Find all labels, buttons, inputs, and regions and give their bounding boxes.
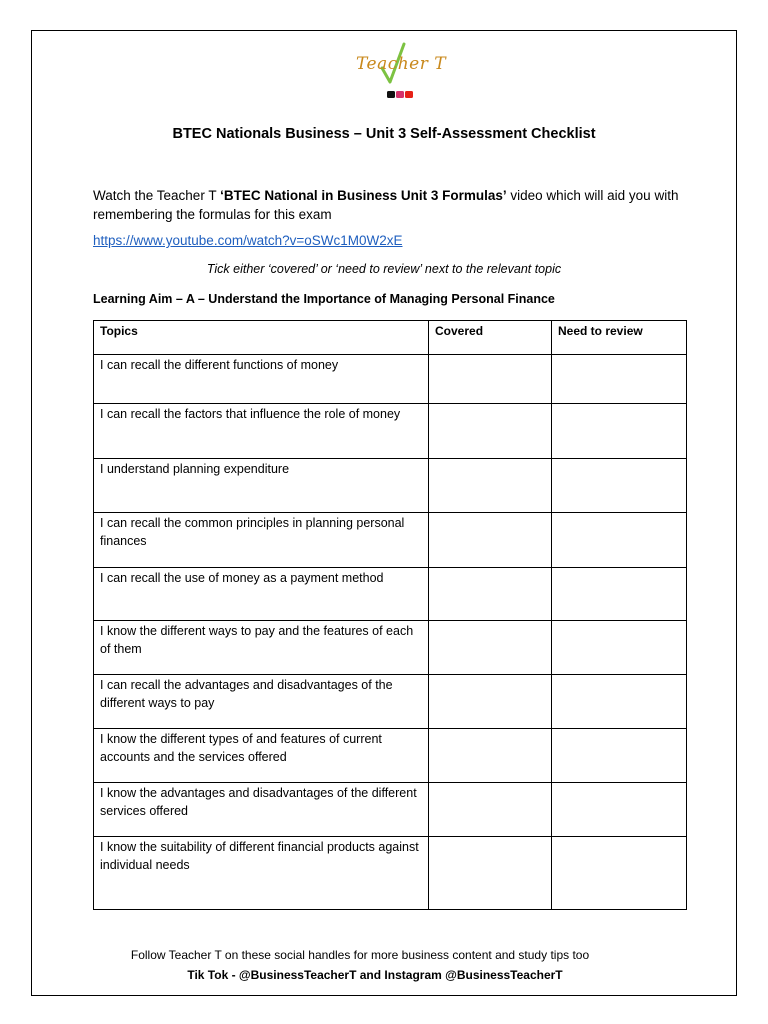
topic-cell: I know the different types of and features of current accounts and the services offered: [94, 729, 429, 783]
table-row: [94, 675, 687, 729]
review-tick-cell[interactable]: [552, 729, 687, 783]
covered-tick-cell[interactable]: [429, 675, 552, 729]
self-assessment-table: [93, 320, 687, 910]
social-icons: [387, 91, 413, 98]
header-need-to-review: Need to review: [552, 321, 687, 355]
covered-tick-cell[interactable]: [429, 355, 552, 404]
video-title: ‘BTEC National in Business Unit 3 Formulas’: [220, 188, 507, 203]
topic-cell: I can recall the use of money as a payment method: [94, 568, 429, 621]
table-row: [94, 783, 687, 837]
review-tick-cell[interactable]: [552, 837, 687, 910]
covered-tick-cell[interactable]: [429, 837, 552, 910]
header-covered: Covered: [429, 321, 552, 355]
topic-cell: I can recall the advantages and disadvantages of the different ways to pay: [94, 675, 429, 729]
topic-cell: I understand planning expenditure: [94, 459, 429, 513]
topic-cell: I can recall the factors that influence the role of money: [94, 404, 429, 459]
review-tick-cell[interactable]: [552, 568, 687, 621]
table-header-row: [94, 321, 687, 355]
covered-tick-cell[interactable]: [429, 404, 552, 459]
instagram-icon: [396, 91, 404, 98]
topic-cell: I know the advantages and disadvantages of the different services offered: [94, 783, 429, 837]
review-tick-cell[interactable]: [552, 783, 687, 837]
intro-paragraph: [93, 186, 683, 224]
table-row: [94, 568, 687, 621]
review-tick-cell[interactable]: [552, 404, 687, 459]
review-tick-cell[interactable]: [552, 513, 687, 568]
youtube-icon: [405, 91, 413, 98]
covered-tick-cell[interactable]: [429, 729, 552, 783]
covered-tick-cell[interactable]: [429, 459, 552, 513]
learning-aim-heading: Learning Aim – A – Understand the Importance of Managing Personal Finance: [93, 292, 555, 306]
covered-tick-cell[interactable]: [429, 783, 552, 837]
table-row: [94, 837, 687, 910]
topic-cell: I can recall the common principles in planning personal finances: [94, 513, 429, 568]
tiktok-icon: [387, 91, 395, 98]
intro-text-start: Watch the Teacher T: [93, 188, 221, 203]
covered-tick-cell[interactable]: [429, 513, 552, 568]
topic-cell: I can recall the different functions of money: [94, 355, 429, 404]
table-row: [94, 621, 687, 675]
covered-tick-cell[interactable]: [429, 621, 552, 675]
topic-cell: I know the suitability of different financial products against individual needs: [94, 837, 429, 910]
table-row: [94, 404, 687, 459]
header-topics: Topics: [94, 321, 429, 355]
footer-social-handles: Tik Tok - @BusinessTeacherT and Instagram @BusinessTeacherT: [187, 968, 563, 982]
youtube-video-link[interactable]: https://www.youtube.com/watch?v=oSWc1M0W2xE: [93, 233, 403, 248]
intro-text-end: video which will aid you with remembering the formulas for this exam: [93, 188, 679, 222]
table-row: [94, 729, 687, 783]
table-row: [94, 459, 687, 513]
review-tick-cell[interactable]: [552, 459, 687, 513]
footer-follow-text: Follow Teacher T on these social handles for more business content and study tips too: [130, 948, 590, 962]
review-tick-cell[interactable]: [552, 675, 687, 729]
review-tick-cell[interactable]: [552, 621, 687, 675]
table-row: [94, 355, 687, 404]
topic-cell: I know the different ways to pay and the features of each of them: [94, 621, 429, 675]
table-row: [94, 513, 687, 568]
instruction-text: Tick either ‘covered’ or ‘need to review’ next to the relevant topic: [206, 262, 562, 276]
document-title: BTEC Nationals Business – Unit 3 Self-Assessment Checklist: [172, 126, 596, 142]
logo-text: Teacher T: [356, 54, 447, 74]
covered-tick-cell[interactable]: [429, 568, 552, 621]
review-tick-cell[interactable]: [552, 355, 687, 404]
